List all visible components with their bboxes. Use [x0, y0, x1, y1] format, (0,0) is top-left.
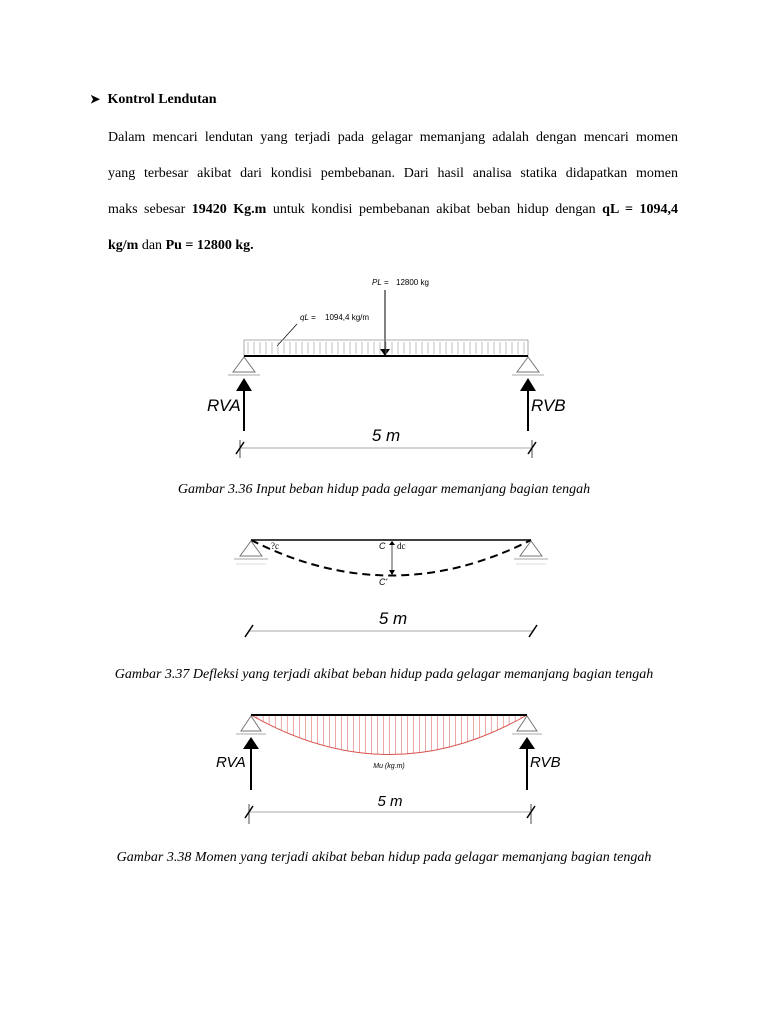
arrowhead-bullet-icon: ➤	[90, 92, 101, 106]
right-pin-support-icon	[517, 716, 537, 731]
right-pin-support-icon	[517, 357, 539, 372]
dist-load-ticks	[248, 342, 524, 354]
paragraph-line-3	[108, 192, 678, 228]
span-label: 5 m	[377, 793, 403, 810]
right-reaction-arrowhead-icon	[520, 378, 536, 391]
dist-load-value: 1094,4 kg/m	[325, 313, 370, 322]
body-paragraph	[108, 120, 678, 264]
figure-deflection	[0, 530, 768, 650]
moment-label: Mu (kg.m)	[373, 763, 405, 770]
dc-arrow-top-icon	[389, 541, 395, 545]
max-moment-value: 19420 Kg.m	[191, 202, 267, 217]
dist-load-label: qL =	[300, 313, 316, 322]
right-reaction-arrowhead-icon	[519, 737, 535, 749]
dc-arrow-bottom-icon	[389, 570, 395, 575]
figure-moment	[0, 705, 768, 835]
pu-value: Pu = 12800 kg.	[165, 238, 254, 253]
ql-value: qL = 1094,4	[602, 202, 678, 217]
left-reaction-label: RVA	[207, 396, 241, 415]
left-pin-support-icon	[233, 357, 255, 372]
right-reaction-label: RVB	[530, 754, 561, 771]
point-load-label: PL =	[372, 278, 389, 287]
figure-caption: Gambar 3.36 Input beban hidup pada gelagar memanjang bagian tengah	[177, 482, 591, 497]
paragraph-line-2: yang terbesar akibat dari kondisi pembebanan. Dari hasil analisa statika didapatkan momen	[108, 166, 678, 181]
text-run: dan	[138, 238, 166, 253]
section-heading	[90, 92, 217, 108]
figure-load-input	[0, 270, 768, 460]
left-reaction-arrowhead-icon	[236, 378, 252, 391]
theta-label: ?c	[271, 541, 279, 551]
point-c-prime-label: C'	[379, 577, 388, 587]
dist-load-leader	[277, 324, 297, 346]
left-pin-support-icon	[241, 716, 261, 731]
point-load-arrowhead-icon	[380, 349, 390, 356]
dc-label: dc	[397, 541, 406, 551]
text-run: maks sebesar	[108, 202, 192, 217]
section-title: Kontrol Lendutan	[107, 92, 217, 107]
left-pin-support-icon	[240, 541, 262, 556]
ql-unit: kg/m	[108, 238, 139, 253]
figure-caption: Gambar 3.37 Defleksi yang terjadi akibat beban hidup pada gelagar memanjang bagian tengah	[114, 667, 654, 682]
figure-caption: Gambar 3.38 Momen yang terjadi akibat beban hidup pada gelagar memanjang bagian tengah	[116, 850, 652, 865]
left-reaction-arrowhead-icon	[243, 737, 259, 749]
left-reaction-label: RVA	[216, 754, 246, 771]
right-reaction-label: RVB	[531, 396, 566, 415]
span-label: 5 m	[371, 426, 401, 445]
right-pin-support-icon	[520, 541, 542, 556]
point-load-value: 12800 kg	[396, 278, 429, 287]
paragraph-line-1: Dalam mencari lendutan yang terjadi pada gelagar memanjang adalah dengan mencari momen	[108, 130, 678, 145]
moment-curve	[251, 715, 527, 755]
text-run: untuk kondisi pembebanan akibat beban hidup dengan	[266, 202, 603, 217]
point-c-label: C	[379, 541, 386, 551]
moment-hatch	[257, 715, 521, 755]
paragraph-line-4	[108, 228, 678, 264]
span-label: 5 m	[378, 609, 408, 628]
